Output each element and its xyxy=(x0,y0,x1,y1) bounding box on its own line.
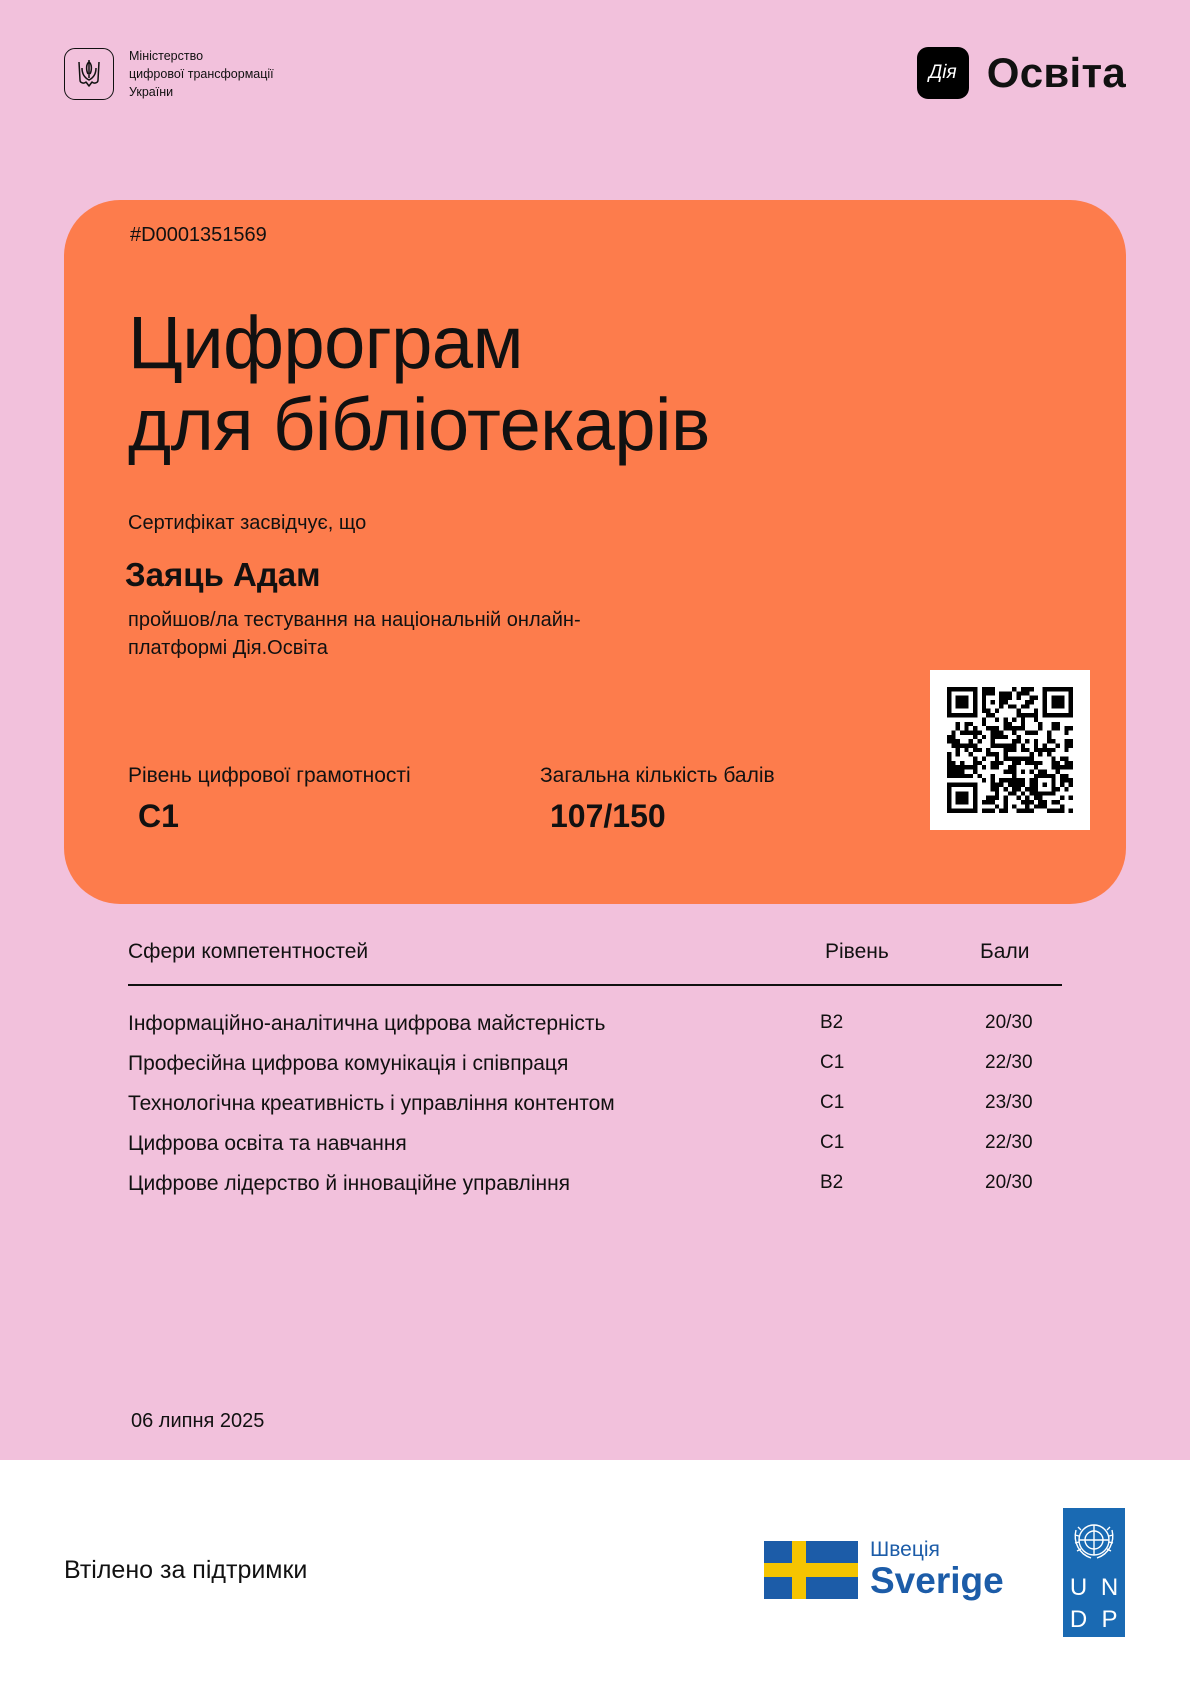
competency-points: 23/30 xyxy=(985,1092,1033,1113)
ministry-line: цифрової трансформації xyxy=(129,67,274,81)
competencies-header xyxy=(128,940,1062,986)
passed-line: пройшов/ла тестування на національній онлайн- xyxy=(128,609,581,631)
undp-letter: N xyxy=(1100,1574,1119,1601)
course-title xyxy=(128,302,1028,466)
competency-points: 22/30 xyxy=(985,1132,1033,1153)
undp-letter: D xyxy=(1069,1606,1088,1633)
trident-icon xyxy=(64,48,114,100)
competency-name: Цифрова освіта та навчання xyxy=(128,1132,407,1155)
competency-level: C1 xyxy=(820,1132,845,1153)
certificate-id: #D0001351569 xyxy=(130,224,267,246)
competency-level: C1 xyxy=(820,1092,845,1113)
sweden-ua: Швеція xyxy=(870,1538,940,1561)
un-emblem-icon xyxy=(1063,1510,1125,1572)
course-title-line: Цифрограм xyxy=(128,301,523,384)
undp-letters xyxy=(1063,1574,1125,1634)
header-level: Рівень xyxy=(825,940,889,963)
competency-level: C1 xyxy=(820,1052,845,1073)
table-row xyxy=(128,1012,1062,1042)
competency-points: 20/30 xyxy=(985,1012,1033,1033)
passed-line: платформі Дія.Освіта xyxy=(128,637,328,659)
certifies-text: Сертифікат засвідчує, що xyxy=(128,512,367,534)
ministry-line: України xyxy=(129,85,174,99)
sweden-logo xyxy=(764,1539,1004,1601)
ministry-name xyxy=(129,47,274,101)
competency-points: 20/30 xyxy=(985,1172,1033,1193)
table-row xyxy=(128,1052,1062,1082)
level-value: C1 xyxy=(138,798,179,834)
qr-code-icon xyxy=(947,687,1073,813)
sweden-en: Sverige xyxy=(870,1560,1004,1601)
header-competency: Сфери компетентностей xyxy=(128,940,369,963)
level-label: Рівень цифрової грамотності xyxy=(128,764,411,787)
brand-name: Освіта xyxy=(986,49,1126,96)
competency-points: 22/30 xyxy=(985,1052,1033,1073)
undp-logo xyxy=(1063,1508,1125,1637)
sweden-flag-icon xyxy=(764,1541,858,1599)
competency-name: Професійна цифрова комунікація і співпраця xyxy=(128,1052,569,1075)
competency-name: Технологічна креативність і управління контентом xyxy=(128,1092,615,1115)
table-row xyxy=(128,1172,1062,1202)
dia-osvita-logo xyxy=(917,47,1126,99)
dia-badge: Дія xyxy=(917,47,969,99)
competency-name: Цифрове лідерство й інноваційне управління xyxy=(128,1172,571,1195)
course-title-line: для бібліотекарів xyxy=(128,383,710,466)
ministry-line: Міністерство xyxy=(129,49,204,63)
certificate-card xyxy=(64,200,1126,904)
table-row xyxy=(128,1132,1062,1162)
header-points: Бали xyxy=(980,940,1030,963)
undp-letter: P xyxy=(1101,1606,1118,1633)
points-value: 107/150 xyxy=(550,798,666,834)
sweden-wordmark xyxy=(870,1539,1004,1601)
qr-code xyxy=(930,670,1090,830)
passed-text xyxy=(128,606,728,662)
issue-date: 06 липня 2025 xyxy=(131,1410,265,1432)
competency-name: Інформаційно-аналітична цифрова майстерність xyxy=(128,1012,606,1035)
undp-letter: U xyxy=(1069,1574,1088,1601)
competency-level: B2 xyxy=(820,1012,844,1033)
table-row xyxy=(128,1092,1062,1122)
points-label: Загальна кількість балів xyxy=(540,764,775,787)
person-name: Заяць Адам xyxy=(125,556,321,593)
support-text: Втілено за підтримки xyxy=(64,1556,308,1584)
ministry-logo xyxy=(64,47,274,101)
competency-level: B2 xyxy=(820,1172,844,1193)
